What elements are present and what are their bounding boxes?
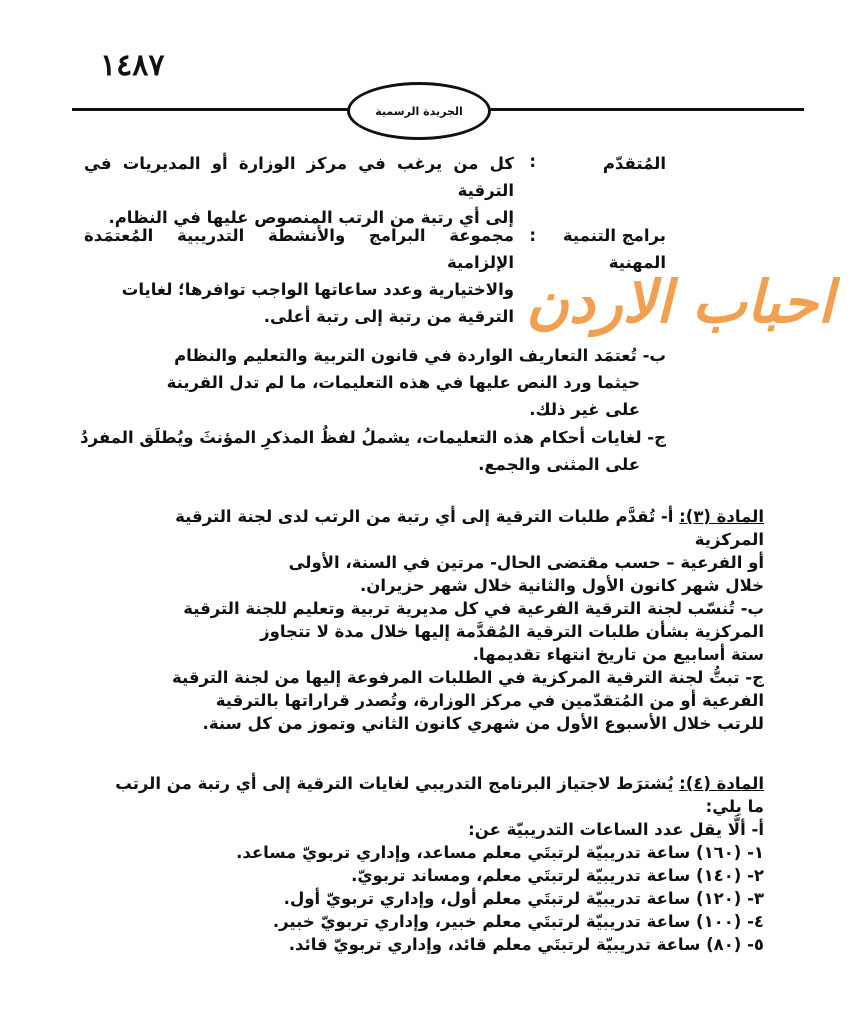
list-item: ١- (١٦٠) ساعة تدريبيّة لرتبتَي معلم مساعد، وإداري تربويّ مساعد. — [236, 843, 764, 862]
page-number: ١٤٨٧ — [100, 48, 165, 83]
watermark-text: احباب الاردن — [526, 268, 834, 336]
text-line: ج- تبتُّ لجنة الترقية المركزية في الطلبات المرفوعة إليها من لجنة الترقية — [171, 668, 764, 687]
clause-j — [66, 424, 666, 478]
definition-term-applicant: المُتقدّم — [602, 154, 666, 173]
text-line: الترقية من رتبة إلى رتبة أعلى. — [263, 307, 514, 326]
text-line: ب- تُنسّب لجنة الترقية الفرعية في كل مديرية تربية وتعليم للجنة الترقية — [183, 599, 764, 618]
gazette-title: الجريدة الرسمية — [375, 104, 463, 118]
list-item: ٤- (١٠٠) ساعة تدريبيّة لرتبتَي معلم خبير، وإداري تربويّ خبير. — [272, 912, 764, 931]
definition-colon: : — [529, 152, 536, 171]
list-item: ٥- (٨٠) ساعة تدريبيّة لرتبتَي معلم قائد، وإداري تربويّ قائد. — [288, 935, 764, 954]
gazette-title-oval — [347, 82, 491, 140]
article-3-b — [104, 597, 764, 666]
text-line: كل من يرغب في مركز الوزارة أو المديريات في الترقية — [84, 154, 514, 200]
list-item: ٢- (١٤٠) ساعة تدريبيّة لرتبتَي معلم، ومساند تربويّ. — [351, 866, 764, 885]
text-line: المركزية بشأن طلبات الترقية المُقدَّمة إليها خلال مدة لا تتجاوز — [260, 622, 764, 641]
text-line: خلال شهر كانون الأول والثانية خلال شهر حزيران. — [360, 576, 764, 595]
article-3-label: المادة (٣): — [679, 507, 764, 526]
text-line: برامج التنمية — [562, 226, 666, 245]
text-line: ب- تُعتمَد التعاريف الواردة في قانون التربية والتعليم والنظام — [174, 346, 666, 365]
text-line: ج- لغايات أحكام هذه التعليمات، يشملُ لفظُ المذكرِ المؤنثَ ويُطلَق المفردُ — [80, 428, 666, 447]
article-3-a — [104, 505, 764, 597]
text-line: مجموعة البرامج والأنشطة التدريبية المُعتمَدة الإلزامية — [84, 226, 514, 272]
text-line: ستة أسابيع من تاريخ انتهاء تقديمها. — [472, 645, 764, 664]
text-line: إلى أي رتبة من الرتب المنصوص عليها في النظام. — [108, 208, 514, 227]
text-line: على المثنى والجمع. — [478, 455, 640, 474]
text-line: ما يلي: — [705, 797, 764, 816]
article-3 — [104, 505, 764, 735]
text-line — [74, 772, 764, 795]
article-4-intro-line-1: يُشترَط لاجتياز البرنامج التدريبي لغايات الترقية إلى أي رتبة من الرتب — [115, 774, 674, 793]
article-3-c — [104, 666, 764, 735]
list-item: ٣- (١٢٠) ساعة تدريبيّة لرتبتَي معلم أول، وإداري تربويّ أول. — [283, 889, 764, 908]
text-line: والاختيارية وعدد ساعاتها الواجب توافرها؛ لغايات — [121, 280, 514, 299]
definition-colon: : — [529, 226, 536, 245]
article-4-a-heading: أ- ألَّا يقل عدد الساعات التدريبيّة عن: — [468, 820, 764, 839]
text-line: على غير ذلك. — [529, 400, 640, 419]
definition-text-applicant — [84, 150, 514, 231]
article-4-label: المادة (٤): — [679, 774, 764, 793]
text-line: للرتب خلال الأسبوع الأول من شهري كانون الثاني وتموز من كل سنة. — [202, 714, 764, 733]
text-line: الفرعية أو من المُتقدّمين في مركز الوزارة، وتُصدر قراراتها بالترقية — [215, 691, 764, 710]
article-4 — [74, 772, 764, 956]
text-line — [104, 505, 764, 551]
article-4-items — [74, 841, 764, 956]
article-3-a-line-1: أ- تُقدَّم طلبات الترقية إلى أي رتبة من الرتب لدى لجنة الترقية المركزية — [175, 507, 764, 549]
text-line: حيثما ورد النص عليها في هذه التعليمات، ما لم تدل القرينة — [166, 373, 640, 392]
clause-b — [66, 342, 666, 423]
definition-text-programs — [84, 222, 514, 330]
text-line: أو الفرعية – حسب مقتضى الحال- مرتين في السنة، الأولى — [288, 553, 764, 572]
text-line: المهنية — [608, 253, 666, 272]
